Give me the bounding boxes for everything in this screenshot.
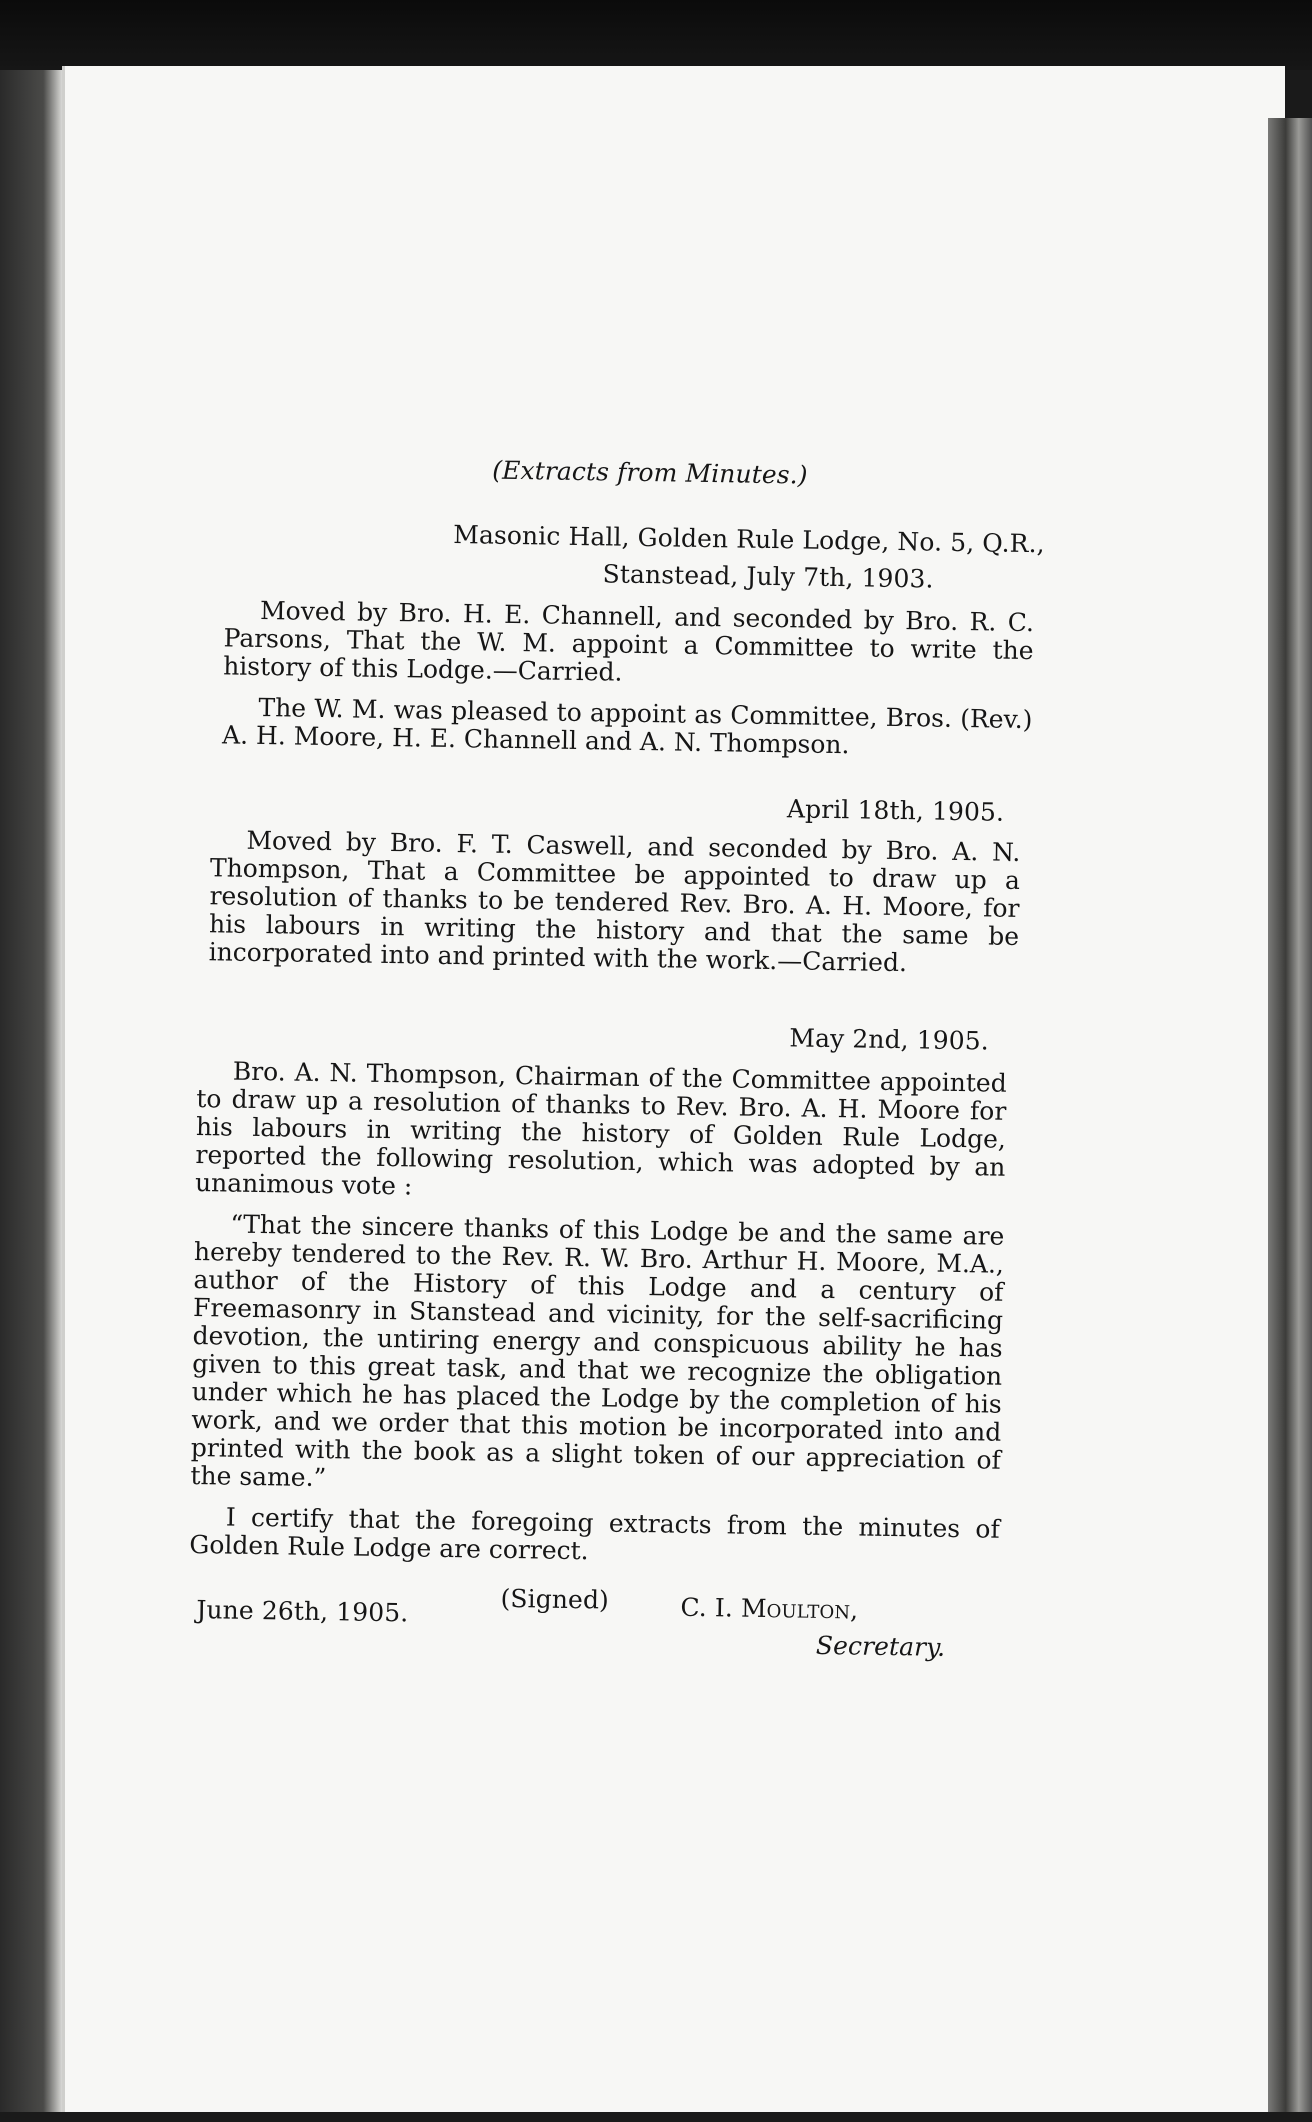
motion-paragraph: Moved by Bro. F. T. Caswell, and seconded by Bro. A. N. Thompson, That a Committee be appointed to draw up a resolution of thanks to be tendered Rev. Bro. A. H. Moore, for his labours in writing the history and that the same be incorporated into and printed with the work.—Carried. [208, 825, 1021, 978]
location-line-2: Stanstead, July 7th, 1903. [602, 559, 934, 594]
signature-date: June 26th, 1905. [196, 1595, 409, 1628]
signed-label: (Signed) [500, 1583, 610, 1615]
report-paragraph: Bro. A. N. Thompson, Chairman of the Committee appointed to draw up a resolution of thanks to Rev. Bro. A. H. Moore for his labours in writing the history of Golden Rule Lodge, reported the following resolution, which was adopted by an unanimous vote : [194, 1056, 1007, 1201]
committee-paragraph: The W. M. was pleased to appoint as Committee, Bros. (Rev.) A. H. Moore, H. E. Channell and A. N. Thompson. [221, 692, 1033, 760]
resolution-quote: “That the sincere thanks of this Lodge be and the same are hereby tendered to the Rev. R. W. Bro. Arthur H. Moore, M.A., author of the History of this Lodge and a century of Freemasonry in Stanstead and vicinity, for the self-sacrificing devotion, the untiring energy and conspicuous ability he has given to this great task, and that we recognize the obligation under which he has placed the Lodge by the completion of his work, and we order that this motion be incorporated into and printed with the book as a slight token of our appreciation of the same.” [190, 1209, 1005, 1493]
secretary-name: C. I. Moulton, [680, 1592, 859, 1625]
entry-may-1905 [189, 1057, 1007, 1572]
entry-april-1905 [208, 826, 1020, 979]
entry-1903 [222, 596, 1034, 762]
location-line-1: Masonic Hall, Golden Rule Lodge, No. 5, Q.R., [453, 520, 1045, 559]
entry-date-may: May 2nd, 1905. [789, 1023, 990, 1056]
secretary-title: Secretary. [815, 1630, 946, 1662]
entry-date-april: April 18th, 1905. [786, 794, 1005, 827]
certification-paragraph: I certify that the foregoing extracts from the minutes of Golden Rule Lodge are correct. [189, 1502, 1000, 1566]
motion-paragraph: Moved by Bro. H. E. Channell, and seconded by Bro. R. C. Parsons, That the W. M. appoint a Committee to write the history of this Lodge.—Carried. [222, 595, 1035, 687]
extracts-title: (Extracts from Minutes.) [492, 455, 808, 490]
